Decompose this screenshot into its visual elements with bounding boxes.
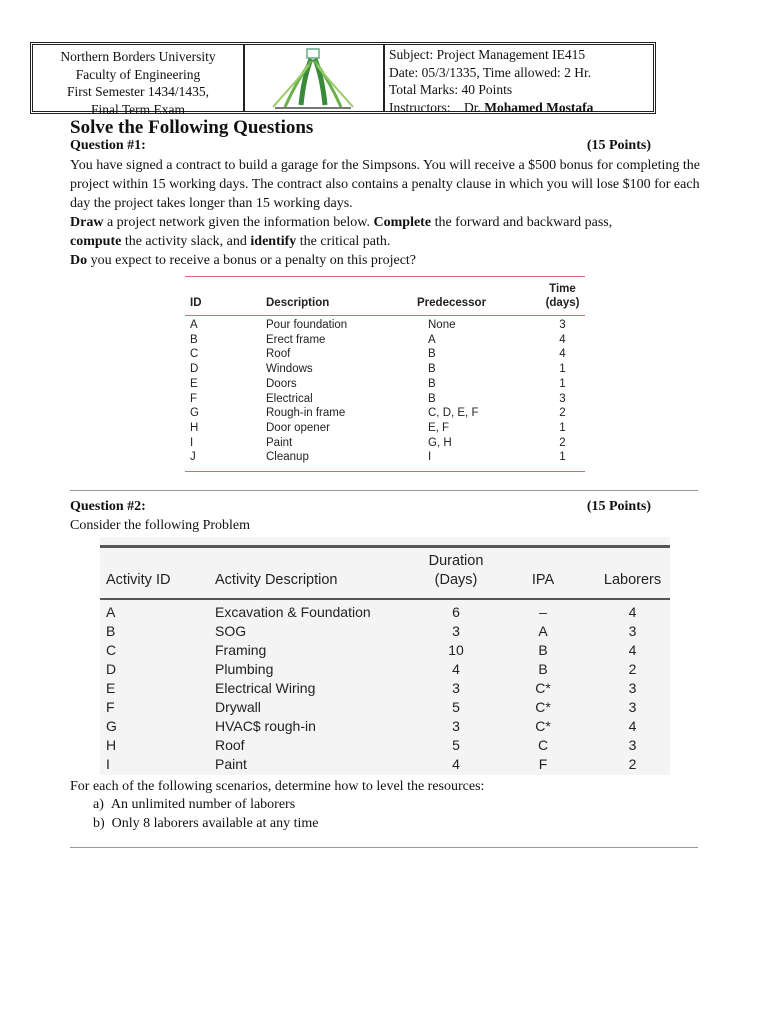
cell-duration: 6 (452, 604, 460, 620)
cell-ipa: C (537, 737, 549, 753)
cell-id: B (190, 333, 198, 346)
cell-id: A (190, 319, 198, 331)
cell-description: Electrical (266, 392, 313, 405)
cell-duration: 3 (452, 680, 460, 696)
cell-id: G (190, 407, 199, 420)
cell-activity-description: Roof (215, 737, 245, 753)
cell-activity-description: Drywall (215, 699, 261, 715)
cell-ipa: C* (535, 680, 551, 696)
cell-predecessor: A (428, 333, 436, 346)
cell-id: F (190, 392, 198, 405)
question-1-table (185, 282, 585, 475)
exam-details (385, 45, 653, 115)
divider (70, 847, 698, 848)
cell-id: E (190, 377, 198, 390)
table-row (185, 362, 585, 377)
question-2-heading: Question #2: (70, 499, 146, 514)
cell-predecessor: B (428, 348, 436, 361)
cell-id: C (190, 348, 199, 361)
instructor-name: Mohamed Mostafa (484, 99, 594, 115)
cell-id: I (190, 436, 194, 449)
university-logo (245, 45, 385, 111)
cell-laborers: 3 (628, 737, 637, 753)
cell-description: Door opener (266, 421, 330, 434)
cell-activity-description: Electrical Wiring (215, 680, 316, 696)
column-header-days: (days) (545, 297, 580, 309)
question-2-intro: Consider the following Problem (70, 518, 251, 533)
cell-time: 3 (559, 319, 566, 331)
university-name: Northern Borders University (60, 49, 216, 64)
cell-laborers: 2 (628, 661, 637, 677)
table-row (185, 318, 585, 333)
cell-description: Erect frame (266, 333, 326, 346)
table-row (100, 641, 670, 660)
faculty-name: Faculty of Engineering (75, 66, 201, 82)
cell-time: 3 (559, 392, 566, 405)
cell-description: Paint (266, 436, 293, 449)
cell-time: 1 (559, 421, 566, 434)
cell-activity-description: Plumbing (215, 661, 274, 677)
cell-ipa: F (538, 756, 548, 772)
cell-laborers: 3 (628, 623, 637, 639)
scenario-a: a) An unlimited number of laborers (93, 797, 296, 812)
table-row (100, 698, 670, 717)
cell-duration: 3 (452, 718, 460, 734)
cell-description: Rough-in frame (266, 407, 346, 420)
column-header-id: ID (190, 297, 202, 309)
cell-activity-description: Excavation & Foundation (215, 604, 371, 620)
cell-activity-id: E (106, 680, 116, 696)
cell-activity-id: I (106, 756, 110, 772)
question-1-points: (15 Points) (586, 138, 651, 153)
cell-duration: 4 (452, 661, 460, 677)
table-rule (100, 545, 670, 548)
total-marks: Total Marks: 40 Points (389, 82, 513, 97)
cell-duration: 5 (452, 699, 460, 715)
cell-activity-description: Paint (215, 756, 247, 772)
column-header-duration: Duration (428, 553, 484, 569)
cell-description: Pour foundation (266, 319, 348, 331)
cell-id: D (190, 363, 199, 376)
cell-predecessor: B (428, 377, 436, 390)
cell-time: 1 (559, 451, 566, 464)
table-rule (185, 471, 585, 472)
divider (70, 490, 698, 491)
question-2-points: (15 Points) (586, 499, 651, 514)
column-header-activity-description: Activity Description (215, 572, 338, 588)
university-info (33, 45, 245, 117)
cell-time: 4 (559, 333, 566, 346)
cell-description: Cleanup (266, 451, 309, 464)
instructors: Instructors: Dr. Mohamed Mostafa (389, 99, 594, 115)
table-row (185, 406, 585, 421)
column-header-time: Time (549, 283, 576, 295)
cell-predecessor: G, H (428, 436, 452, 449)
cell-activity-id: H (106, 737, 117, 753)
table-rule (185, 276, 585, 277)
table-row (185, 377, 585, 392)
cell-predecessor: B (428, 363, 436, 376)
exam-date: Date: 05/3/1335, Time allowed: 2 Hr. (389, 64, 592, 80)
exam-type: Final Term Exam (90, 101, 186, 117)
column-header-description: Description (266, 297, 330, 309)
column-header-activity-id: Activity ID (106, 572, 171, 588)
table-row (185, 392, 585, 407)
table-rule (185, 315, 585, 316)
cell-ipa: – (539, 604, 547, 620)
question-1-heading: Question #1: (70, 138, 146, 153)
cell-duration: 3 (452, 623, 460, 639)
exam-header (30, 42, 656, 117)
cell-id: H (190, 421, 199, 434)
table-row (185, 333, 585, 348)
cell-activity-description: Framing (215, 642, 267, 658)
cell-time: 1 (559, 363, 566, 376)
column-header-days: (Days) (434, 572, 478, 588)
cell-laborers: 4 (628, 642, 637, 658)
cell-ipa: A (538, 623, 548, 639)
cell-predecessor: C, D, E, F (428, 407, 479, 420)
cell-time: 2 (559, 436, 566, 449)
cell-ipa: C* (535, 718, 551, 734)
page-title: Solve the Following Questions (70, 117, 314, 138)
cell-ipa: B (538, 661, 548, 677)
cell-description: Doors (266, 377, 297, 390)
table-row (185, 436, 585, 451)
table-row (100, 679, 670, 698)
cell-duration: 5 (452, 737, 460, 753)
cell-laborers: 2 (628, 756, 637, 772)
table-row (100, 736, 670, 755)
cell-predecessor: B (428, 392, 436, 405)
table-row (100, 717, 670, 736)
cell-duration: 10 (448, 642, 464, 658)
cell-time: 2 (559, 407, 566, 420)
subject: Subject: Project Management IE415 (389, 47, 586, 62)
cell-activity-id: G (106, 718, 117, 734)
cell-time: 1 (559, 377, 566, 390)
column-header-ipa: IPA (531, 572, 555, 588)
table-row (185, 347, 585, 362)
cell-ipa: C* (535, 699, 551, 715)
cell-activity-description: HVAC$ rough-in (215, 718, 316, 734)
question-2-table (100, 537, 670, 775)
cell-activity-id: D (106, 661, 117, 677)
cell-description: Windows (266, 363, 313, 376)
cell-predecessor: None (428, 319, 456, 331)
cell-activity-id: A (106, 604, 116, 620)
cell-predecessor: I (428, 451, 432, 464)
question-1-paragraph: You have signed a contract to build a garage for the Simpsons. You will receive a $500 bonus for completing the project within 15 working days. The contract also contains a penalty clause in which you will lose $100 for each day the project takes longer than 15 working days. (70, 158, 701, 211)
table-row (185, 450, 585, 465)
column-header-laborers: Laborers (603, 572, 662, 588)
semester: First Semester 1434/1435, (66, 84, 210, 99)
cell-id: J (190, 451, 196, 464)
cell-activity-id: C (106, 642, 117, 658)
cell-laborers: 4 (628, 604, 637, 620)
cell-ipa: B (538, 642, 548, 658)
cell-laborers: 4 (628, 718, 637, 734)
cell-time: 4 (559, 348, 566, 361)
table-row (100, 622, 670, 641)
table-rule (100, 598, 670, 600)
cell-activity-id: B (106, 623, 116, 639)
cell-description: Roof (266, 348, 291, 361)
table-row (100, 603, 670, 622)
cell-predecessor: E, F (428, 421, 450, 434)
cell-laborers: 3 (628, 699, 637, 715)
column-header-predecessor: Predecessor (417, 297, 487, 309)
cell-activity-description: SOG (215, 623, 247, 639)
question-1-instructions: Draw a project network given the information below. Complete the forward and backward pass, compute the activity slack, and identify the critical path. Do you expect to receive a bonus or a penalty on this project? (70, 215, 613, 268)
table-row (185, 421, 585, 436)
logo-icon (245, 45, 381, 111)
cell-activity-id: F (106, 699, 115, 715)
cell-duration: 4 (452, 756, 460, 772)
scenario-b: b) Only 8 laborers available at any time (93, 816, 319, 831)
cell-laborers: 3 (628, 680, 637, 696)
table-row (100, 660, 670, 679)
table-row (100, 755, 670, 774)
scenario-intro: For each of the following scenarios, determine how to level the resources: (70, 779, 485, 794)
